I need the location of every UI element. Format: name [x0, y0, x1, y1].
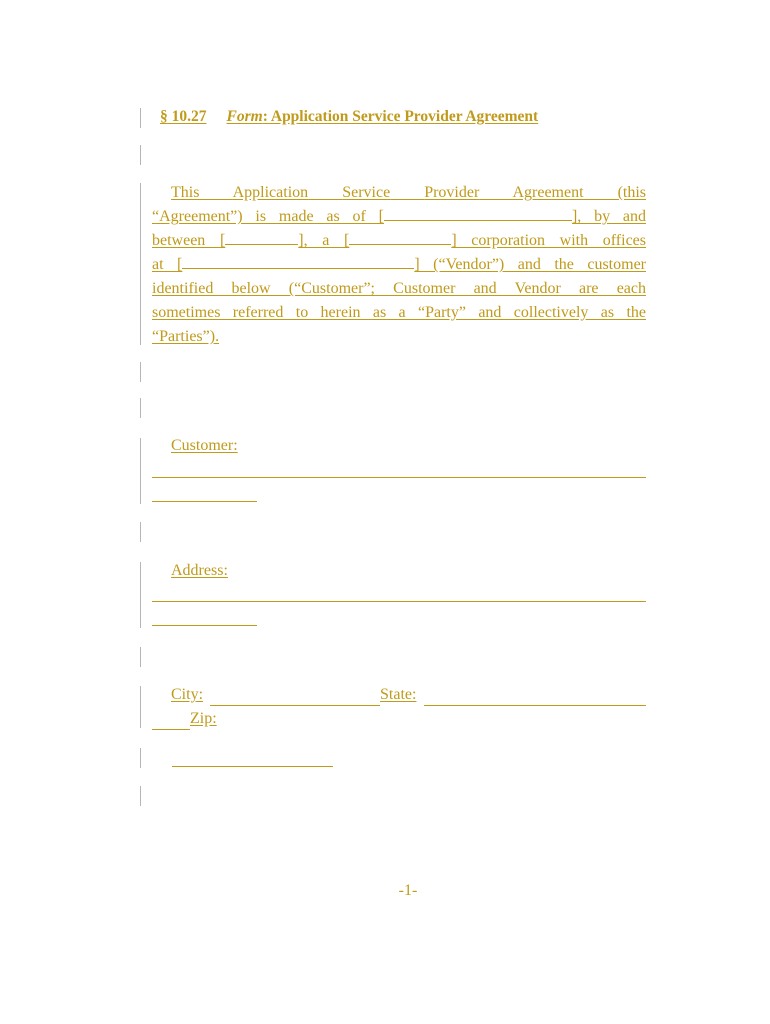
change-bar-spacer-3: [140, 398, 141, 418]
change-bar-spacer-2: [140, 362, 141, 382]
agreement-line-1: This Application Service Provider Agreement (this: [171, 184, 647, 201]
state-of-incorporation-blank[interactable]: [349, 230, 451, 245]
change-bar-customer: [140, 438, 141, 504]
zip-line[interactable]: [172, 766, 333, 767]
change-bar-city: [140, 686, 141, 728]
change-bar-heading: [140, 108, 141, 128]
customer-label: Customer:: [171, 437, 238, 454]
address-label: Address:: [171, 562, 228, 579]
agreement-line-3: between [ ], a [ ] corporation with offices: [152, 232, 647, 249]
customer-line-2[interactable]: [152, 501, 257, 502]
agreement-line-7: “Parties”).: [152, 328, 220, 345]
agreement-line-2: “Agreement”) is made as of [ ], by and: [152, 208, 646, 225]
state-line[interactable]: [424, 705, 646, 706]
form-word: Form: [226, 108, 263, 125]
vendor-name-blank[interactable]: [225, 230, 298, 245]
section-heading: [157, 108, 538, 126]
customer-line-1[interactable]: [152, 477, 646, 478]
city-line[interactable]: [210, 705, 380, 706]
zip-label: Zip:: [190, 710, 217, 727]
change-bar-address: [140, 562, 141, 628]
address-line-2[interactable]: [152, 625, 257, 626]
section-number: § 10.27: [160, 108, 207, 125]
city-label: City:: [171, 686, 204, 703]
agreement-line-6: sometimes referred to herein as a “Party” and collectively as the: [152, 304, 646, 321]
change-bar-paragraph: [140, 183, 141, 345]
change-bar-spacer-4: [140, 522, 141, 542]
address-line-1[interactable]: [152, 601, 646, 602]
vendor-address-blank[interactable]: [182, 254, 414, 269]
change-bar-zip-line: [140, 748, 141, 768]
agreement-line-4: at [ ] (“Vendor”) and the customer: [152, 256, 646, 273]
state-label: State:: [380, 686, 417, 703]
heading-title: : Application Service Provider Agreement: [262, 108, 539, 125]
change-bar-spacer-5: [140, 647, 141, 667]
zip-leading-line: [152, 729, 190, 730]
agreement-paragraph: [152, 181, 646, 349]
change-bar-spacer-6: [140, 786, 141, 806]
agreement-line-5: identified below (“Customer”; Customer and Vendor are each: [152, 280, 646, 297]
page-number: -1-: [398, 882, 418, 899]
change-bar-spacer-1: [140, 145, 141, 165]
date-blank[interactable]: [384, 206, 572, 221]
